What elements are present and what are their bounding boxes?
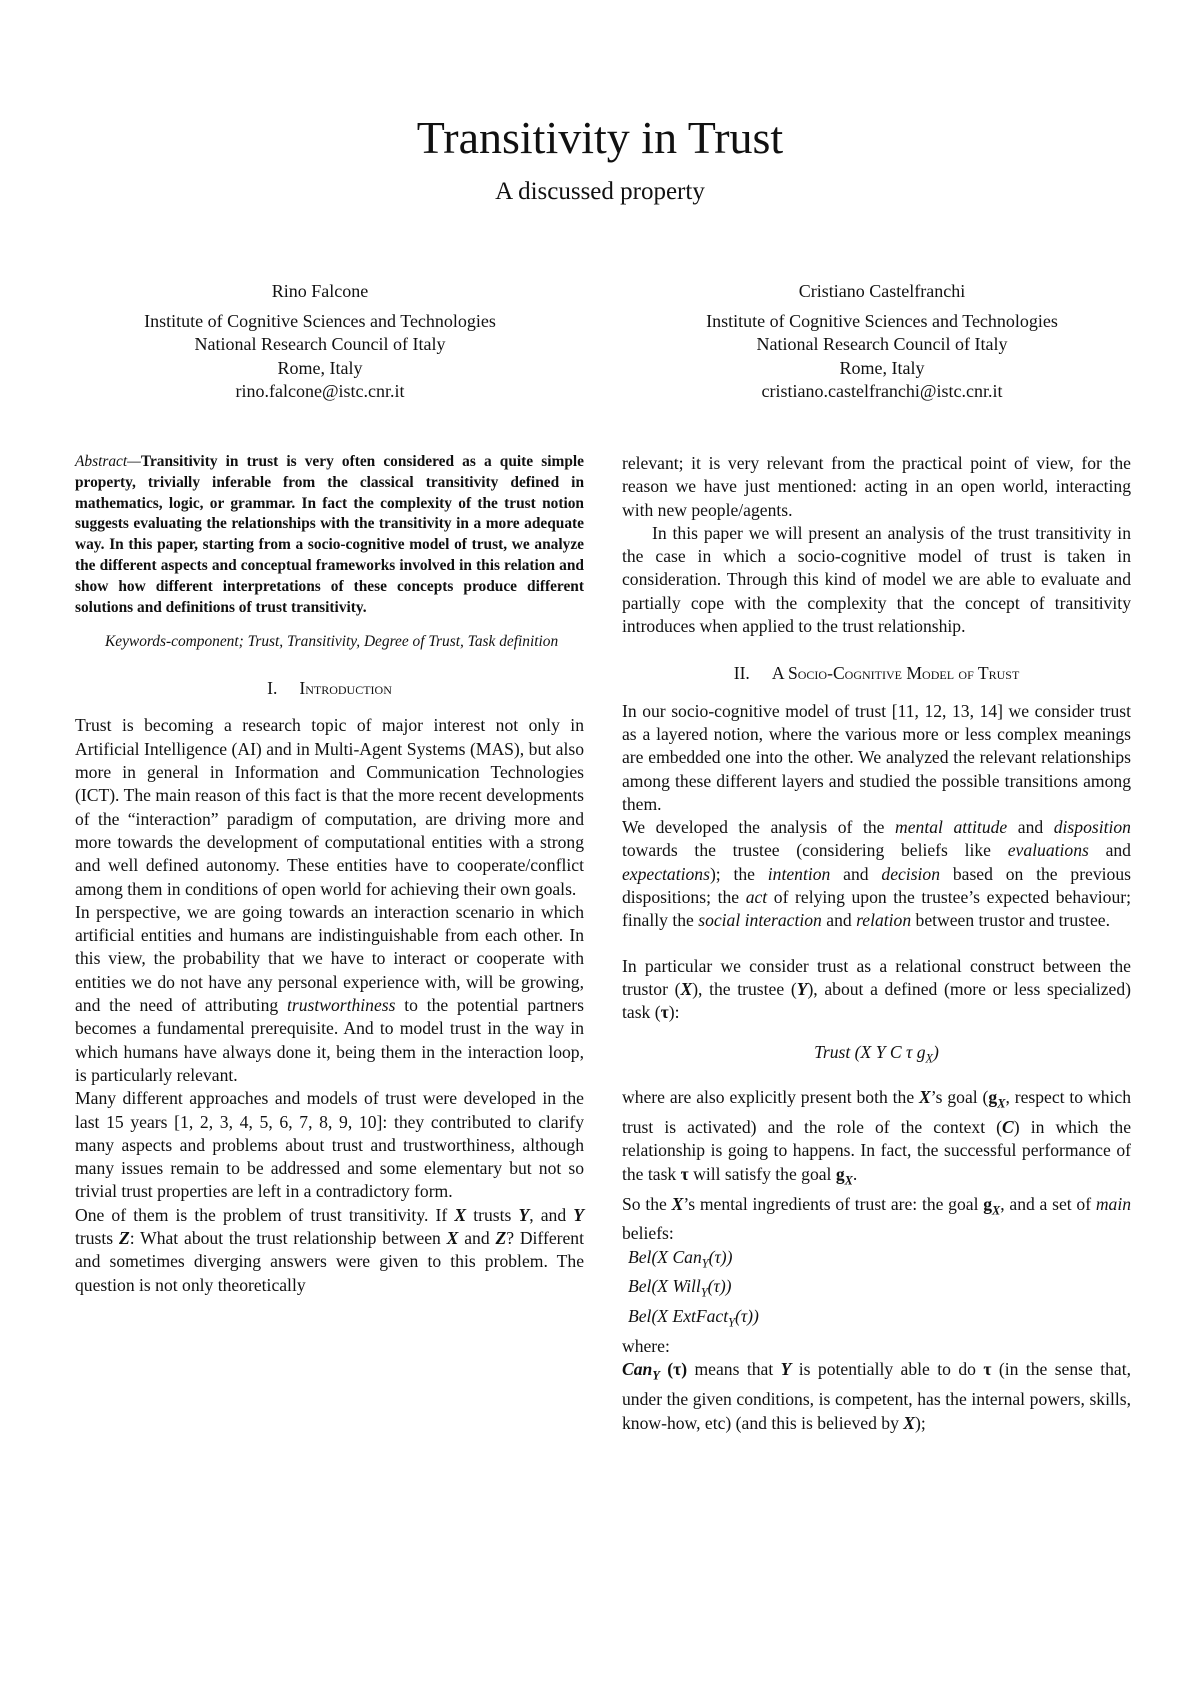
model-paragraph-3 xyxy=(622,955,1131,1025)
author-council: National Research Council of Italy xyxy=(756,334,1008,354)
author-institute: Institute of Cognitive Sciences and Technologies xyxy=(144,310,496,331)
subscript: X xyxy=(997,1096,1006,1111)
text-run: trusts xyxy=(75,1228,119,1248)
text-run: We developed the analysis of the xyxy=(622,817,896,838)
text-run: means that xyxy=(687,1359,781,1380)
text-run: towards the trustee (considering beliefs like xyxy=(622,840,1008,861)
text-run: (τ)) xyxy=(707,1276,732,1297)
where-label: where: xyxy=(622,1336,670,1357)
text-run: to the potential partners becomes a fundamental prerequisite. And to model trust in the way in which humans have always done it, being them in the interaction loop, is particularly relevant. xyxy=(75,995,584,1085)
text-run: and xyxy=(830,863,882,884)
intro-paragraph-3: Many different approaches and models of trust were developed in the last 15 years [1, 2, 3, 4, 5, 6, 7, 8, 9, 10]: they contributed to clarify many aspects and problems about trust and trustworthiness, although many issues remain to be addressed and some elementary but not so trivial trust properties are left in a contradictory form. xyxy=(75,1088,584,1202)
text-run: and xyxy=(458,1228,496,1248)
formula-main: Trust (X Y C τ g xyxy=(814,1041,926,1062)
variable-y: Y xyxy=(573,1204,584,1225)
variable-g: g xyxy=(983,1193,993,1214)
author-institute: Institute of Cognitive Sciences and Technologies xyxy=(706,310,1058,331)
abstract xyxy=(75,452,584,618)
italic-term: decision xyxy=(881,863,941,884)
belief-can xyxy=(622,1246,1131,1276)
intro-paragraph-6: In this paper we will present an analysis of the trust transitivity in the case in which a socio-cognitive model of trust is taken in consideration. Through this kind of model we are able to evaluate and partially cope with the complexity that the concept of transitivity introduces when applied to the trust relationship. xyxy=(622,522,1131,637)
text-run: ), the trustee ( xyxy=(692,978,797,999)
text-run: ), about a defined (more or less specialized) task ( xyxy=(622,978,1131,1023)
text-run: of relying upon the trustee’s expected behaviour; finally the xyxy=(622,887,1131,931)
variable-x: X xyxy=(919,1087,931,1108)
text-run: and xyxy=(821,910,857,931)
belief-will xyxy=(622,1275,1131,1305)
text-run: and xyxy=(1007,817,1054,838)
author-block-1 xyxy=(80,280,560,404)
text-run: (τ)) xyxy=(708,1246,733,1267)
section-title: A Socio-Cognitive Model of Trust xyxy=(771,663,1020,684)
variable-g: g xyxy=(988,1087,998,1108)
text-run: So the xyxy=(622,1193,672,1214)
intro-paragraph-1: Trust is becoming a research topic of major interest not only in Artificial Intelligence (AI) and in Multi-Agent Systems (MAS), but also more in general in Information and Communication Technologies (ICT). The main reason of this fact is that the more recent developments of the “interaction” paradigm of computation, are driving more and more towards the development of computational entities with a strong and well defined autonomy. These entities have to cooperate/conflict among them in conditions of open world for achieving their own goals. xyxy=(75,715,584,899)
text-run: is potentially able to do xyxy=(791,1359,984,1380)
author-name: Rino Falcone xyxy=(271,281,369,301)
text-run: based on the previous dispositions; the xyxy=(622,863,1131,908)
text-run: (τ)) xyxy=(735,1306,759,1327)
text-run: trusts xyxy=(466,1204,519,1225)
paper-subtitle: A discussed property xyxy=(495,178,705,205)
section-number: II. xyxy=(733,663,750,684)
text-run: ) in which the relationship is going to happens. In fact, the successful performance of the task xyxy=(622,1117,1131,1184)
text-run: . xyxy=(852,1163,858,1184)
text-run: , and xyxy=(529,1204,574,1225)
subscript: Y xyxy=(728,1315,735,1330)
text-run: Bel(X Will xyxy=(628,1276,701,1297)
variable-tau: τ xyxy=(680,1163,689,1184)
variable-g: g xyxy=(835,1163,845,1184)
text-run: ’s mental ingredients of trust are: the goal xyxy=(683,1193,984,1214)
section-number: I. xyxy=(267,678,278,699)
author-location: Rome, Italy xyxy=(277,357,363,378)
intro-paragraph-2 xyxy=(75,901,584,1087)
text-run: , and a set of xyxy=(1000,1193,1096,1214)
term-can: Can xyxy=(622,1359,653,1380)
variable-x: X xyxy=(680,978,693,999)
text-run: Bel(X ExtFact xyxy=(628,1306,729,1327)
text-run: , respect to which trust is activated) and the role of the context ( xyxy=(622,1087,1131,1138)
text-run: In perspective, we are going towards an interaction scenario in which artificial entities and humans are indistinguishable from each other. In this view, the probability that we have to interact or cooperate with entities we do not have any personal experience with, will be growing, and the need of attributing xyxy=(75,901,584,1016)
model-paragraph-5 xyxy=(622,1193,1131,1246)
italic-term: disposition xyxy=(1053,817,1131,838)
variable-y: Y xyxy=(796,978,808,999)
right-column xyxy=(622,452,1131,1435)
text-run: where are also explicitly present both the xyxy=(622,1087,920,1108)
subscript: X xyxy=(992,1203,1001,1218)
text-run: ); the xyxy=(709,863,768,884)
italic-term: trustworthiness xyxy=(286,995,396,1016)
variable-c: C xyxy=(1002,1117,1014,1138)
subscript: Y xyxy=(652,1368,660,1383)
variable-x: X xyxy=(454,1204,467,1225)
variable-x: X xyxy=(446,1228,459,1248)
keywords: Keywords-component; Trust, Transitivity, Degree of Trust, Task definition xyxy=(105,633,559,651)
author-location: Rome, Italy xyxy=(839,357,925,378)
model-paragraph-2 xyxy=(622,816,1131,932)
variable-z: Z xyxy=(495,1228,507,1248)
section-title: Introduction xyxy=(299,678,392,699)
variable-y: Y xyxy=(518,1204,530,1225)
variable-z: Z xyxy=(118,1228,130,1248)
author-email: cristiano.castelfranchi@istc.cnr.it xyxy=(761,381,1003,401)
text-run: ): xyxy=(668,1002,680,1023)
subscript: Y xyxy=(700,1286,708,1300)
italic-term: evaluations xyxy=(1007,840,1089,861)
text-run: ); xyxy=(915,1412,926,1433)
author-council: National Research Council of Italy xyxy=(194,334,446,354)
model-paragraph-1: In our socio-cognitive model of trust [11, 12, 13, 14] we consider trust as a layered notion, where the various more or less complex meanings are embedded one into the other. We analyzed the relevant relationships among these different layers and studied the possible transitions among them. xyxy=(622,700,1131,814)
italic-term: social interaction xyxy=(698,910,822,931)
trust-formula xyxy=(622,1041,1131,1071)
variable-tau: (τ) xyxy=(659,1359,688,1380)
text-run: ? Different and sometimes diverging answers were given to this problem. The question is not only theoretically xyxy=(75,1228,584,1295)
subscript: Y xyxy=(701,1256,709,1271)
text-run: beliefs: xyxy=(622,1223,674,1244)
subscript: X xyxy=(844,1173,853,1188)
text-run: between trustor and trustee. xyxy=(911,910,1110,931)
variable-tau: τ xyxy=(660,1002,669,1023)
italic-term: expectations xyxy=(622,863,710,884)
text-run: In particular we consider trust as a relational construct between the trustor ( xyxy=(622,955,1131,999)
italic-term: relation xyxy=(856,910,912,931)
text-run: (in the sense that, under the given conditions, is competent, has the internal powers, skills, know-how, etc) (and this is believed by xyxy=(622,1359,1131,1433)
italic-term: main xyxy=(1095,1193,1132,1214)
paper-title: Transitivity in Trust xyxy=(416,112,784,163)
variable-y: Y xyxy=(780,1359,792,1380)
formula-end: ) xyxy=(933,1041,939,1062)
variable-x: X xyxy=(671,1193,684,1214)
belief-extfact xyxy=(622,1305,1131,1335)
text-run: will satisfy the goal xyxy=(688,1163,836,1184)
model-paragraph-6 xyxy=(622,1358,1131,1434)
text-run: One of them is the problem of trust transitivity. If xyxy=(75,1204,455,1225)
formula-subscript: X xyxy=(925,1051,934,1066)
section-heading-introduction xyxy=(75,677,584,700)
text-run: ’s goal ( xyxy=(930,1087,989,1108)
intro-paragraph-5: relevant; it is very relevant from the practical point of view, for the reason we have just mentioned: acting in an open world, interacting with new people/agents. xyxy=(622,453,1131,520)
abstract-lead: Abstract— xyxy=(75,453,141,470)
italic-term: intention xyxy=(767,863,831,884)
abstract-text: Transitivity in trust is very often considered as a quite simple property, trivially inferable from the classical transitivity defined in mathematics, logic, or grammar. In fact the complexity of the trust notion suggests evaluating the relationships with the transitivity in a more adequate way. In this paper, starting from a socio-cognitive model of trust, we analyze the different aspects and conceptual frameworks involved in this relation and show how different interpretations of these concepts produce different solutions and definitions of trust transitivity. xyxy=(75,453,584,616)
section-heading-model xyxy=(622,662,1131,685)
model-paragraph-4 xyxy=(622,1086,1131,1192)
italic-term: act xyxy=(745,887,768,908)
intro-paragraph-4 xyxy=(75,1204,584,1297)
author-block-2 xyxy=(642,280,1122,404)
variable-x: X xyxy=(903,1412,916,1433)
text-run: : What about the trust relationship between xyxy=(129,1228,447,1248)
variable-tau: τ xyxy=(983,1359,992,1380)
author-name: Cristiano Castelfranchi xyxy=(798,281,966,301)
italic-term: mental attitude xyxy=(895,817,1008,838)
text-run: and xyxy=(1088,840,1131,861)
author-email: rino.falcone@istc.cnr.it xyxy=(235,381,405,401)
left-column xyxy=(75,452,584,1297)
text-run: Bel(X Can xyxy=(628,1246,702,1267)
